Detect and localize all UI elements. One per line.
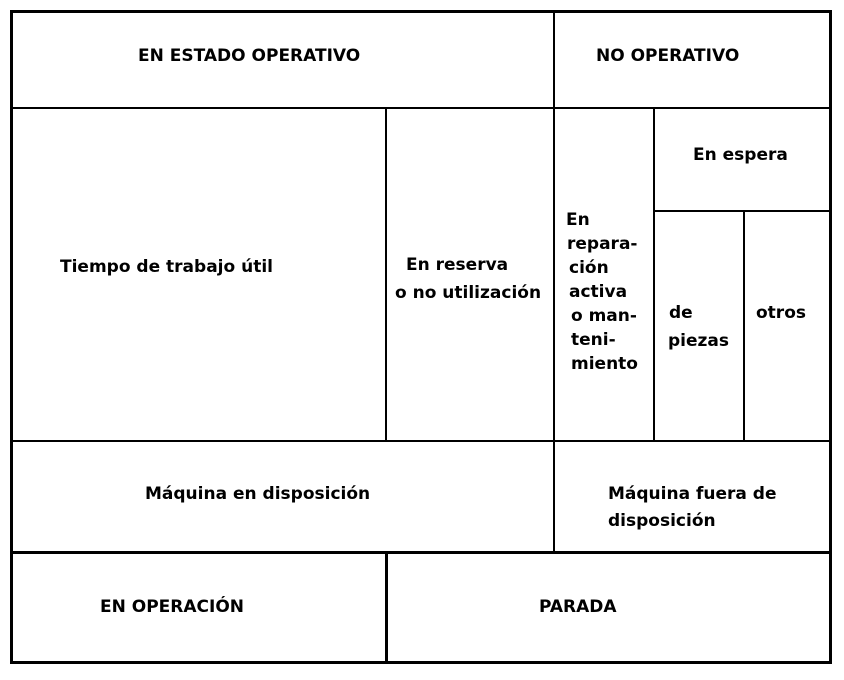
parada: PARADA: [539, 597, 617, 617]
de-piezas-line1: de: [669, 303, 693, 323]
reparacion-line: teni-: [571, 330, 616, 350]
maquina-fuera-line2: disposición: [608, 511, 716, 531]
maquina-en-disposicion: Máquina en disposición: [145, 484, 371, 504]
outer-top-border: [12, 10, 832, 13]
en-operacion: EN OPERACIÓN: [100, 597, 245, 617]
divider-disposicion-bottom: [10, 551, 832, 554]
otros: otros: [756, 303, 806, 323]
reparacion-line: En: [566, 210, 590, 230]
header-en-estado-operativo: EN ESTADO OPERATIVO: [138, 46, 361, 66]
divider-reparacion-vertical: [653, 108, 655, 441]
divider-reserva-vertical: [385, 108, 387, 441]
divider-middle-bottom: [10, 440, 832, 442]
reparacion-line: miento: [571, 354, 638, 374]
maquina-fuera-line1: Máquina fuera de: [608, 484, 777, 504]
divider-espera-bottom: [654, 210, 830, 212]
divider-header-bottom: [10, 107, 832, 109]
tiempo-de-trabajo-util: Tiempo de trabajo útil: [60, 257, 273, 277]
outer-bottom-border: [10, 661, 832, 664]
reparacion-line: repara-: [567, 234, 638, 254]
en-reserva-line2: o no utilización: [395, 283, 542, 303]
reparacion-text: [566, 208, 636, 376]
reparacion-line: ción: [569, 258, 609, 278]
en-reserva-line1: En reserva: [406, 255, 509, 275]
header-no-operativo: NO OPERATIVO: [596, 46, 740, 66]
divider-footer-vertical: [385, 552, 388, 663]
de-piezas-line2: piezas: [668, 331, 730, 351]
divider-piezas-vertical: [743, 211, 745, 441]
reparacion-line: o man-: [571, 306, 637, 326]
divider-operativo-vertical: [553, 10, 555, 553]
reparacion-line: activa: [569, 282, 628, 302]
en-espera: En espera: [693, 145, 788, 165]
